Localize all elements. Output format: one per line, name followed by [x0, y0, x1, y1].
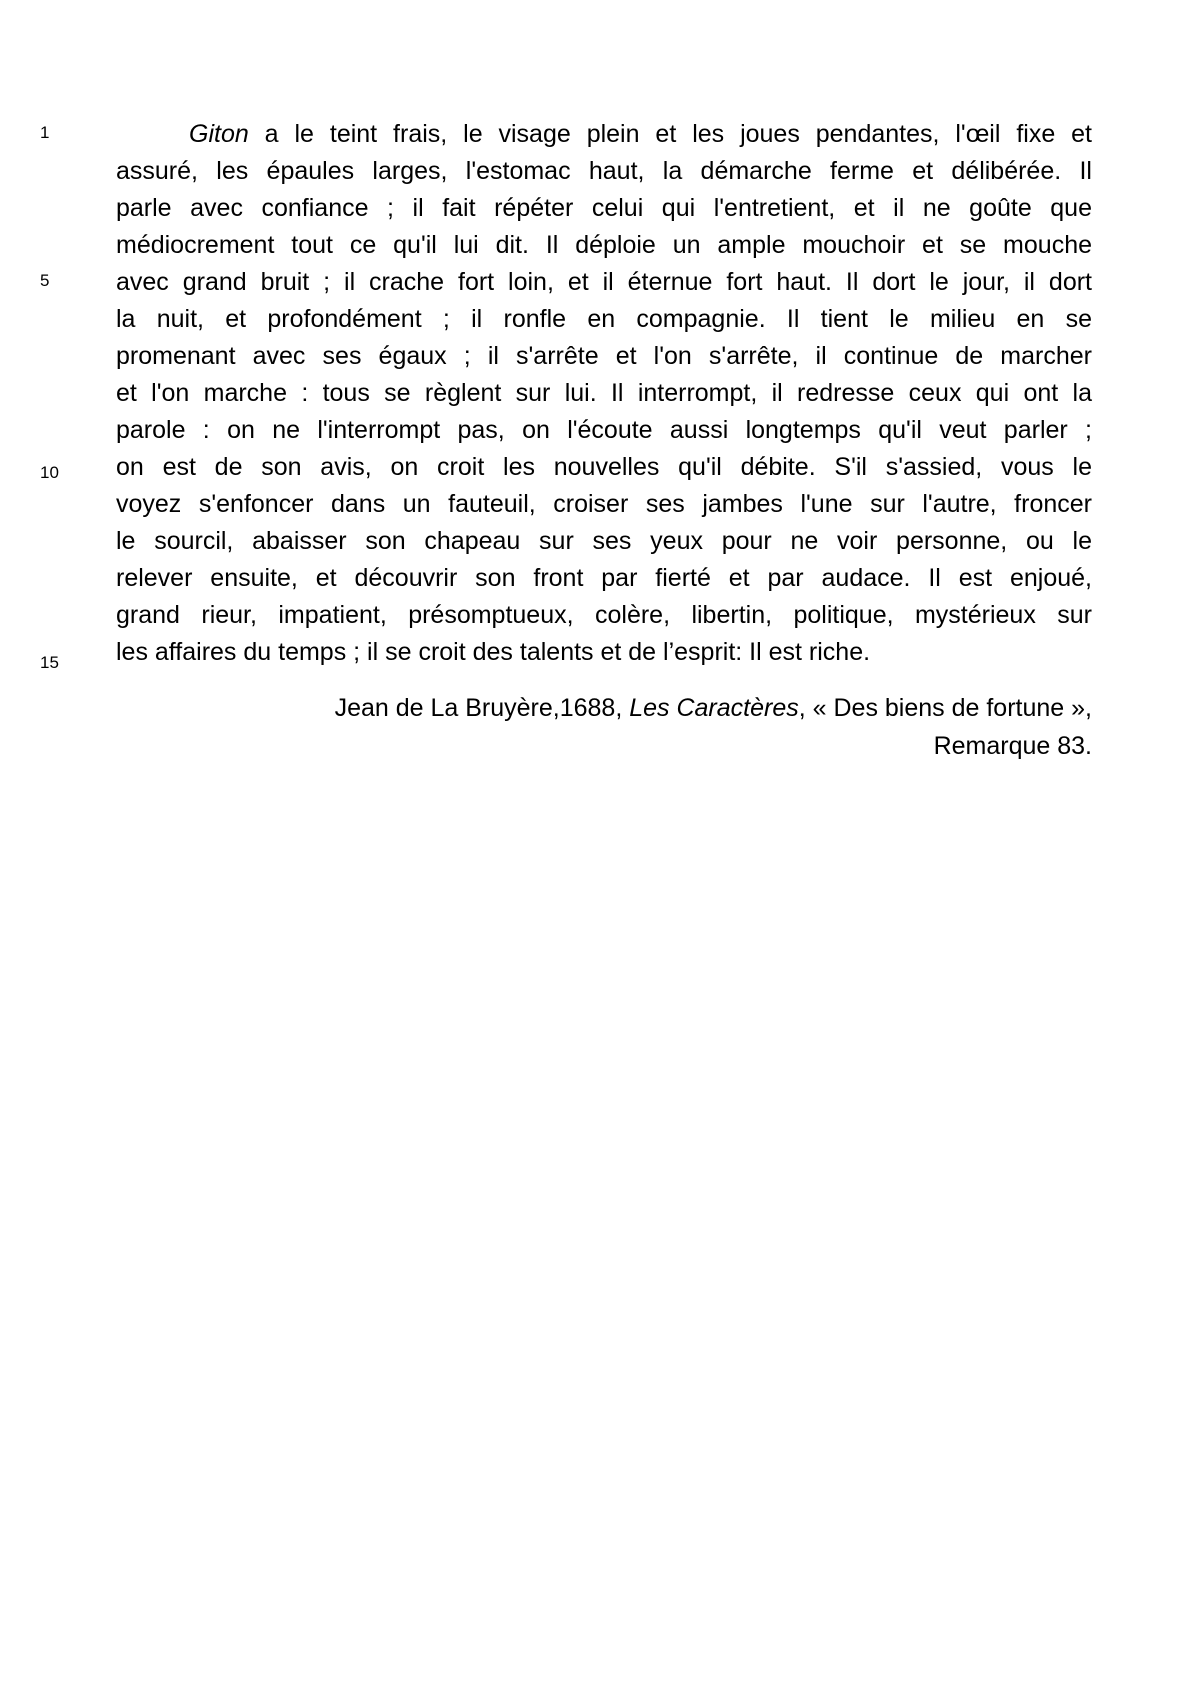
text-line: parle avec confiance ; il fait répéter celui qui l'entretient, et il ne goûte que	[116, 194, 1092, 222]
text-line: la nuit, et profondément ; il ronfle en compagnie. Il tient le milieu en se	[116, 305, 1092, 333]
text-line: médiocrement tout ce qu'il lui dit. Il déploie un ample mouchoir et se mouche	[116, 231, 1092, 259]
character-name: Giton	[189, 120, 249, 148]
text-line: assuré, les épaules larges, l'estomac haut, la démarche ferme et délibérée. Il	[116, 157, 1092, 185]
line-number-15: 15	[40, 653, 59, 672]
text-line: avec grand bruit ; il crache fort loin, et il éternue fort haut. Il dort le jour, il dort	[116, 268, 1092, 296]
text-line: les affaires du temps ; il se croit des talents et de l’esprit: Il est riche.	[116, 638, 871, 666]
text-line: on est de son avis, on croit les nouvelles qu'il débite. S'il s'assied, vous le	[116, 453, 1092, 481]
line-number-5: 5	[40, 271, 50, 290]
citation-line-1: Jean de La Bruyère,1688, Les Caractères, « Des biens de fortune »,	[334, 694, 1092, 722]
text-line: promenant avec ses égaux ; il s'arrête et l'on s'arrête, il continue de marcher	[116, 342, 1092, 370]
text-line: Giton a le teint frais, le visage plein et les joues pendantes, l'œil fixe et	[189, 120, 1092, 148]
text-line: voyez s'enfoncer dans un fauteuil, croiser ses jambes l'une sur l'autre, froncer	[116, 490, 1092, 518]
line-number-10: 10	[40, 463, 59, 482]
citation-line-2: Remarque 83.	[933, 732, 1092, 760]
text-line: parole : on ne l'interrompt pas, on l'écoute aussi longtemps qu'il veut parler ;	[116, 416, 1092, 444]
work-title: Les Caractères	[629, 694, 799, 722]
text-line: et l'on marche : tous se règlent sur lui. Il interrompt, il redresse ceux qui ont la	[116, 379, 1092, 407]
text-line: le sourcil, abaisser son chapeau sur ses yeux pour ne voir personne, ou le	[116, 527, 1092, 555]
text-line: grand rieur, impatient, présomptueux, colère, libertin, politique, mystérieux sur	[116, 601, 1092, 629]
text-line: relever ensuite, et découvrir son front par fierté et par audace. Il est enjoué,	[116, 564, 1092, 592]
line-number-1: 1	[40, 123, 50, 142]
